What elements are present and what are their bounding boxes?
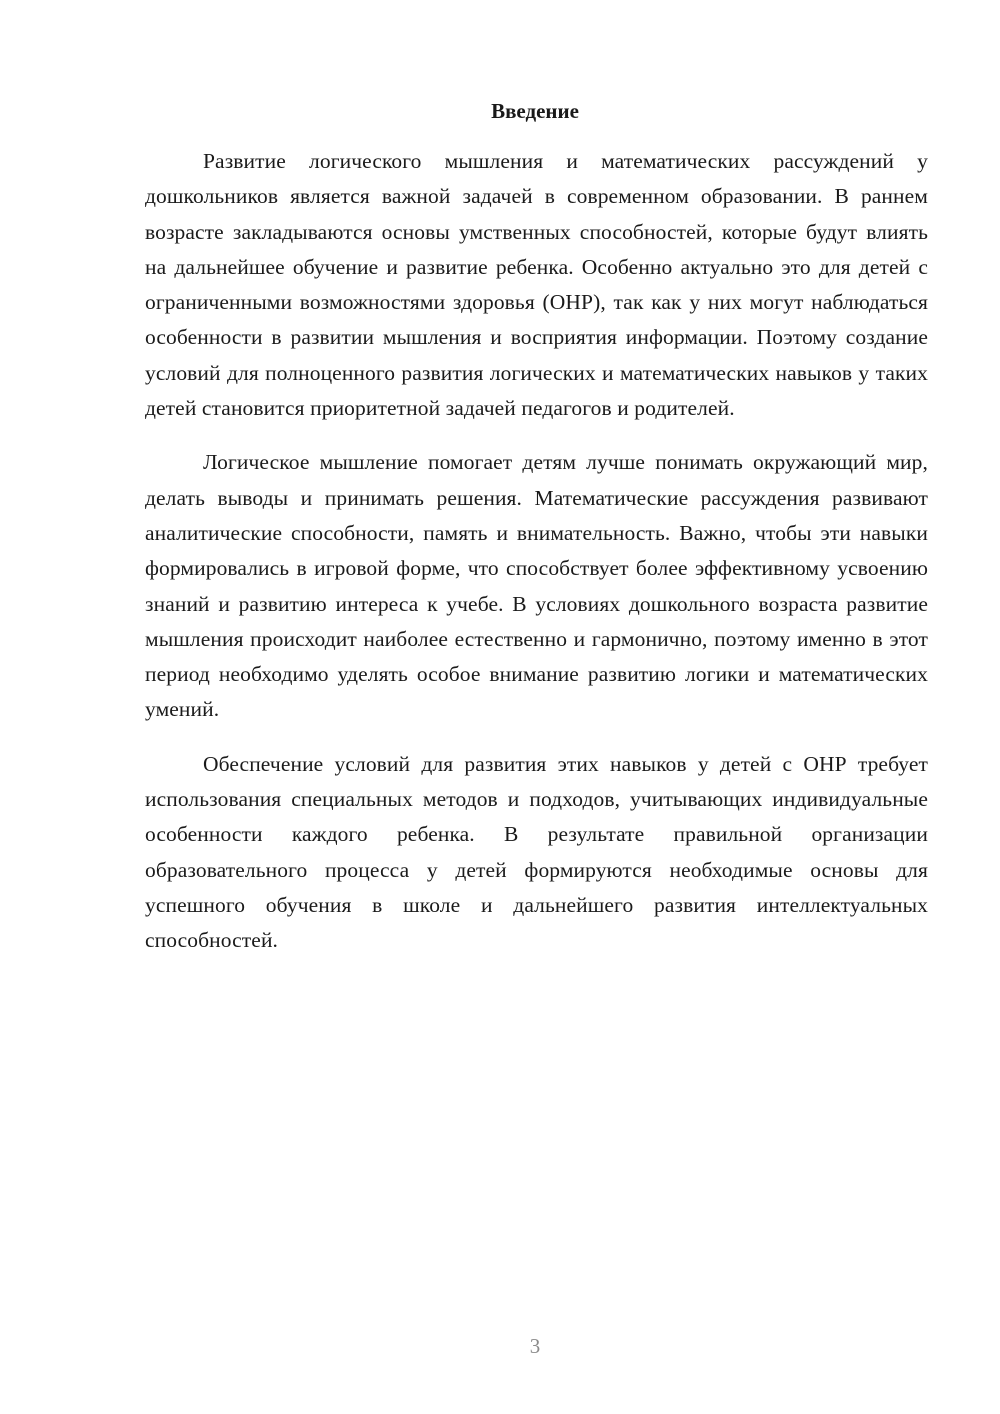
paragraph-2: Логическое мышление помогает детям лучше понимать окружающий мир, делать выводы и принимать решения. Математические рассуждения развивают аналитические способности, память и внимательность. Важно, чтобы эти навыки формировались в игровой форме, что способствует более эффективному усвоению знаний и развитию интереса к учебе. В условиях дошкольного возраста развитие мышления происходит наиболее естественно и гармонично, поэтому именно в этот период необходимо уделять особое внимание развитию логики и математических умений. <box>145 450 928 722</box>
paragraph-1: Развитие логического мышления и математических рассуждений у дошкольников является важной задачей в современном образовании. В раннем возрасте закладываются основы умственных способностей, которые будут влиять на дальнейшее обучение и развитие ребенка. Особенно актуально это для детей с ограниченными возможностями здоровья (ОНР), так как у них могут наблюдаться особенности в развитии мышления и восприятия информации. Поэтому создание условий для полноценного развития логических и математических навыков у таких детей становится приоритетной задачей педагогов и родителей. <box>145 149 928 421</box>
section-heading: Введение <box>491 99 579 123</box>
paragraph-3: Обеспечение условий для развития этих навыков у детей с ОНР требует использования специальных методов и подходов, учитывающих индивидуальные особенности каждого ребенка. В результате правильной организации образовательного процесса у детей формируются необходимые основы для успешного обучения в школе и дальнейшего развития интеллектуальных способностей. <box>145 751 928 953</box>
page-number: 3 <box>529 1334 541 1358</box>
body-text <box>145 144 928 978</box>
